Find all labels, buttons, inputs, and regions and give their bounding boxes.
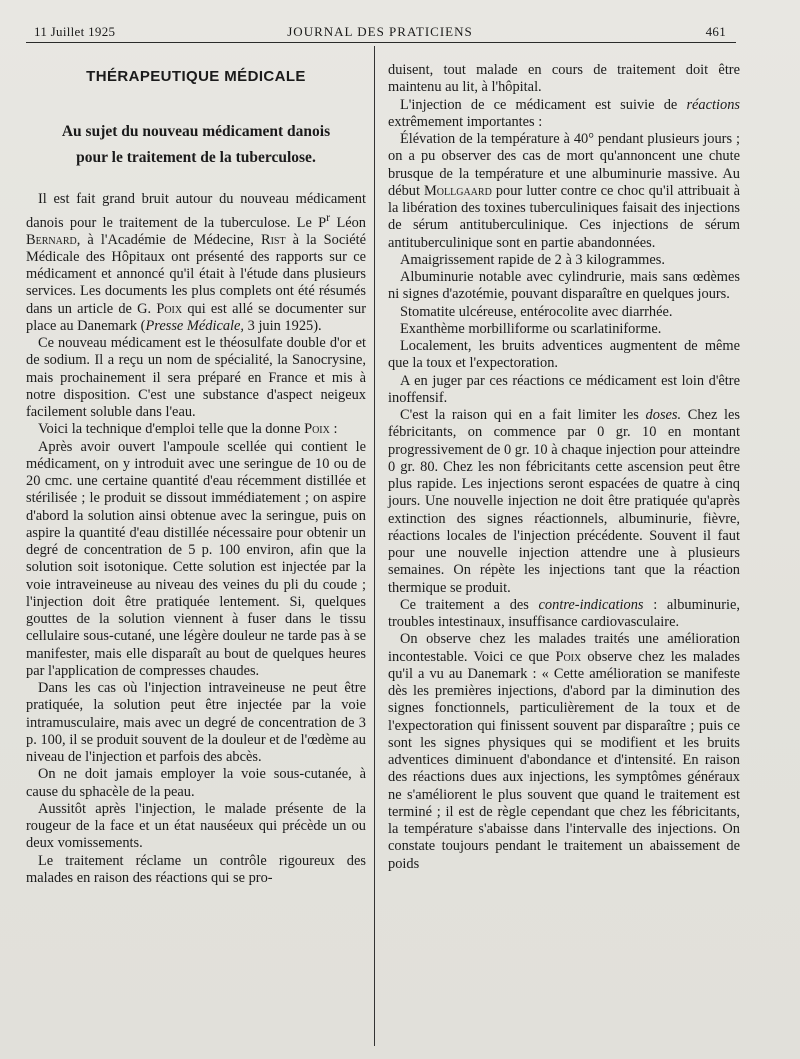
paragraph: Après avoir ouvert l'ampoule scellée qui contient le médicament, on y introduit avec une seringue de 10 ou de 20 cmc. une certaine quantité d'eau récemment distillée et stérilisée ; le produit se dissout immédiatement ; on aspire d'abord la solution ainsi obtenue avec la seringue, puis on aspire la quantité d'eau distillée nécessaire pour obtenir un degré de concentration de 5 p. 100 environ, afin que la solution soit isotonique. Cette solution est injectée par la voie intraveineuse au niveau des veines du pli du coude ; l'injection doit être pratiquée lentement. Si, quelques gouttes de la solution viennent à fuser dans le tissu cellulaire sous-cutané, une légère douleur ne tarde pas à se manifester, mais elle disparaît au bout de quelques heures par l'application de compresses chaudes. (26, 438, 366, 679)
paragraph: Ce traitement a des contre-indications : albuminurie, troubles intestinaux, insuffisance cardiovasculaire. (388, 596, 740, 630)
issue-date: 11 Juillet 1925 (34, 24, 116, 39)
paragraph: Amaigrissement rapide de 2 à 3 kilogrammes. (400, 251, 665, 268)
left-column (26, 68, 366, 887)
paragraph: Stomatite ulcéreuse, entérocolite avec diarrhée. (400, 303, 673, 320)
citation: Presse Médicale, (145, 317, 245, 334)
paragraph: duisent, tout malade en cours de traitement doit être maintenu au lit, à l'hôpital. (388, 62, 740, 96)
paragraph: Exanthème morbilliforme ou scarlatiniforme. (400, 320, 662, 337)
paragraph: Albuminurie notable avec cylindrurie, mais sans œdèmes ni signes d'azotémie, pouvant disparaître en quelques jours. (388, 269, 740, 303)
paragraph: Aussitôt après l'injection, le malade présente de la rougeur de la face et un état nauséeux qui précède un ou deux vomissements. (26, 800, 366, 852)
paragraph: Dans les cas où l'injection intraveineuse ne peut être pratiquée, la solution peut être injectée par la voie intramusculaire, mais avec un degré de concentration de 3 p. 100, il se produit souvent de la douleur et de l'œdème au niveau de l'injection et parfois des abcès. (26, 680, 366, 766)
column-divider (374, 46, 375, 1046)
author-name: Poix (304, 421, 330, 438)
paragraph: Élévation de la température à 40° pendant plusieurs jours ; on a pu observer des cas de mort qu'annoncent une chute brusque de la température et une albuminurie massive. Au début Mollgaard pour lutter contre ce choc qu'il attribuait à la libération des toxines tuberculiniques faisait des injections de sérum antituberculinique. Ces injections de sérum antituberculinique sont en partie abandonnées. (388, 131, 740, 251)
running-header (34, 20, 726, 40)
article-title (26, 119, 366, 171)
section-title: THÉRAPEUTIQUE MÉDICALE (86, 68, 306, 85)
paragraph: Ce nouveau médicament est le théosulfate double d'or et de sodium. Il a reçu un nom de spécialité, la Sanocrysine, mais prochainement il sera préparé en France et mis à notre disposition. C'est une substance d'aspect neigeux facilement soluble dans l'eau. (26, 335, 366, 421)
header-rule (26, 42, 736, 43)
journal-title: JOURNAL DES PRATICIENS (287, 24, 473, 39)
page-number: 461 (705, 24, 726, 39)
paragraph: On observe chez les malades traités une amélioration incontestable. Voici ce que Poix observe chez les malades qu'il a vu au Danemark : « Cette amélioration se manifeste dès les premières injections, d'abord par la diminution des signes fonctionnels, particulièrement de la toux et de l'expectoration qui finissent souvent par disparaître ; puis ce sont les signes physiques qui se modifient et les bruits adventices diminuent d'abondance et d'intensité. En raison des réactions dues aux injections, les symptômes généraux ne s'améliorent le plus souvent que quand le traitement est terminé ; il est de règle cependant que chez les fébricitants, la température s'abaisse dans l'intervalle des injections. On constate toujours pendant le traitement un abaissement de poids (388, 631, 740, 872)
author-name: Rist (260, 231, 286, 248)
author-name: Mollgaard (424, 182, 492, 199)
article-title-line-1: Au sujet du nouveau médicament danois (61, 123, 331, 141)
article-title-line-2: pour le traitement de la tuberculose. (76, 149, 316, 167)
paragraph: C'est la raison qui en a fait limiter les doses. Chez les fébricitants, on commence par 0 gr. 10 en montant progressivement de 0 gr. 10 à chaque injection pour atteindre 0 gr. 80. Chez les non fébricitants cette ascension peut être plus rapide. Les injections seront espacées de quatre à cinq jours. Une nouvelle injection ne doit être pratiquée qu'après extinction des signes réactionnels, albuminurie, fièvre, réactions locales de l'injection précédente. Souvent il faut pour une nouvelle injection attendre une à plusieurs semaines. On répète les injections tant que la réaction thermique se produit. (388, 407, 740, 596)
paragraph: On ne doit jamais employer la voie sous-cutanée, à cause du sphacèle de la peau. (26, 766, 366, 800)
paragraph: Le traitement réclame un contrôle rigoureux des malades en raison des réactions qui se pro- (26, 852, 366, 886)
paragraph: Voici la technique d'emploi telle que la donne Poix : (38, 421, 338, 438)
paragraph: L'injection de ce médicament est suivie de réactions extrêmement importantes : (388, 96, 740, 130)
paragraph: A en juger par ces réactions ce médicament est loin d'être inoffensif. (388, 372, 740, 406)
author-name: Poix (555, 648, 582, 665)
author-name: Poix (156, 300, 183, 317)
paragraph: Il est fait grand bruit autour du nouveau médicament danois pour le traitement de la tuberculose. Le $P^r$ Léon Bernard, à l'Académie de Médecine, Rist à la Société Médicale des Hôpitaux ont présenté des rapports sur ce médicament et annoncé qu'il était à l'étude dans plusieurs services. Les documents les plus complets ont été résumés dans un article de G. Poix qui est allé se documenter sur place au Danemark (Presse Médicale, 3 juin 1925). (26, 191, 367, 334)
author-name: Bernard (26, 231, 77, 248)
right-column (388, 62, 740, 873)
paragraph: Localement, les bruits adventices augmentent de même que la toux et l'expectoration. (388, 338, 740, 372)
